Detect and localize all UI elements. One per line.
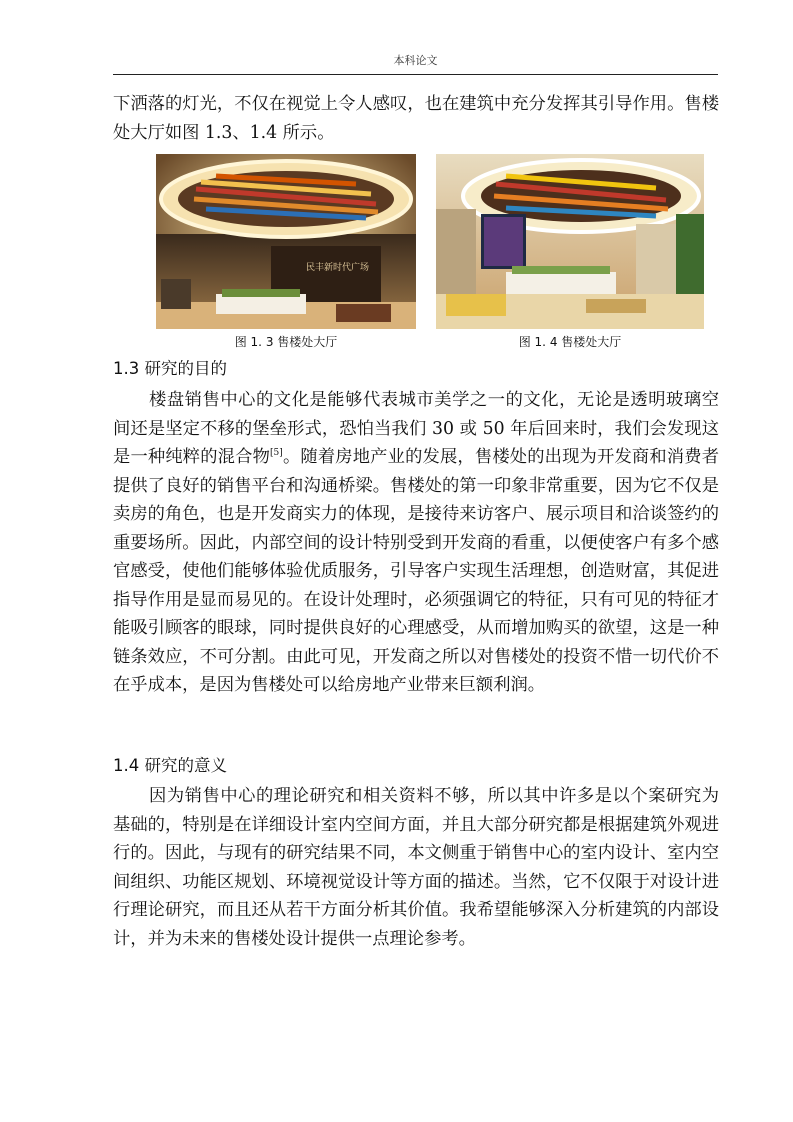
section-1-3-text-part1: 楼盘销售中心的文化是能够代表城市美学之一的文化，无论是透明玻璃空间还是坚定不移的堡垒形式，恐怕当我们 30 或 50 年后回来时，我们会发现这是一种纯粹的混合物: [113, 390, 719, 467]
page-header: [113, 52, 718, 75]
sales-hall-photo-2: [436, 154, 704, 329]
sign-text: [306, 261, 369, 273]
figure-1-4-photo: [436, 154, 704, 329]
intro-paragraph: 下洒落的灯光，不仅在视觉上令人感叹，也在建筑中充分发挥其引导作用。售楼处大厅如图 1.3、1.4 所示。: [113, 94, 719, 143]
header-title: 本科论文: [393, 54, 438, 67]
section-1-3-paragraph: [113, 386, 719, 700]
sales-hall-photo-1: [156, 154, 416, 329]
figure-1-4-caption: 图 1. 4 售楼处大厅: [518, 335, 622, 349]
figure-1-3-caption: 图 1. 3 售楼处大厅: [234, 335, 338, 349]
section-1-3-text-part2: 。随着房地产业的发展，售楼处的出现为开发商和消费者提供了良好的销售平台和沟通桥梁。售楼处的第一印象非常重要，因为它不仅是卖房的角色，也是开发商实力的体现，是接待来访客户、展示项目和洽谈签约的重要场所。因此，内部空间的设计特别受到开发商的看重，以便使客户有多个感官感受，使他们能够体验优质服务，引导客户实现生活理想，创造财富，其促进指导作用是显而易见的。在设计处理时，必须强调它的特征，只有可见的特征才能吸引顾客的眼球，同时提供良好的心理感受，从而增加购买的欲望，这是一种链条效应，不可分割。由此可见，开发商之所以对售楼处的投资不惜一切代价不在乎成本，是因为售楼处可以给房地产业带来巨额利润。: [113, 447, 719, 695]
section-1-4-heading: 1.4 研究的意义: [113, 756, 227, 775]
section-1-3-heading: 1.3 研究的目的: [113, 359, 227, 378]
citation-ref: [5]: [270, 448, 283, 458]
section-1-4-paragraph: 因为销售中心的理论研究和相关资料不够，所以其中许多是以个案研究为基础的，特别是在详细设计室内空间方面，并且大部分研究都是根据建筑外观进行的。因此，与现有的研究结果不同，本文侧重于销售中心的室内设计、室内空间组织、功能区规划、环境视觉设计等方面的描述。当然，它不仅限于对设计进行理论研究，而且还从若干方面分析其价值。我希望能够深入分析建筑的内部设计，并为未来的售楼处设计提供一点理论参考。: [113, 786, 719, 949]
svg-text:民丰新时代广场: 民丰新时代广场: [306, 263, 370, 273]
figure-1-3-photo: [156, 154, 416, 329]
